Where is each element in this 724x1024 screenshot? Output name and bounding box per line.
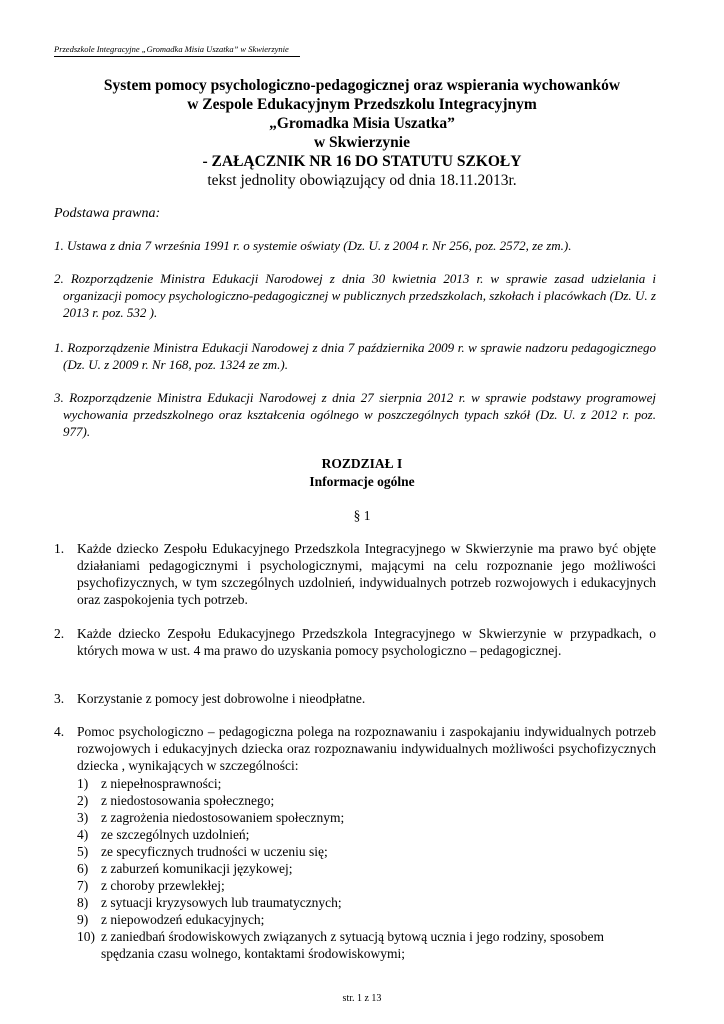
list-item-number: 9): [77, 912, 89, 927]
legal-item: 1. Ustawa z dnia 7 września 1991 r. o systemie oświaty (Dz. U. z 2004 r. Nr 256, poz. 2572, ze zm.).: [54, 238, 572, 253]
list-item-text: z niepełnosprawności;: [101, 776, 222, 791]
chapter-title: Informacje ogólne: [309, 474, 415, 489]
title-line-1: System pomocy psychologiczno-pedagogicznej oraz wspierania wychowanków: [103, 77, 621, 94]
legal-item: 2. Rozporządzenie Ministra Edukacji Narodowej z dnia 30 kwietnia 2013 r. w sprawie zasad udzielania i organizacji pomocy psychologiczno-pedagogicznej w publicznych przedszkolach, szkołach i placówkach (Dz. U. z 2013 r. poz. 532 ).: [54, 271, 656, 320]
list-item-text: z zagrożenia niedostosowaniem społecznym;: [101, 810, 345, 825]
list-item: [77, 894, 657, 911]
title-line-5: - ZAŁĄCZNIK NR 16 DO STATUTU SZKOŁY: [202, 153, 522, 170]
point-text: Pomoc psychologiczno – pedagogiczna polega na rozpoznawaniu i zaspokajaniu indywidualnych potrzeb rozwojowych i edukacyjnych dziecka oraz rozpoznawaniu indywidualnych możliwości psychofizycznych dziecka , wynikających w szczególności:: [77, 724, 656, 773]
list-item-text: z choroby przewlekłej;: [101, 878, 225, 893]
title-line-2: w Zespole Edukacyjnym Przedszkolu Integracyjnym: [187, 96, 537, 113]
reasons-list: [77, 775, 657, 962]
list-item-number: 2): [77, 793, 89, 808]
list-item-number: 6): [77, 861, 89, 876]
point-text: Każde dziecko Zespołu Edukacyjnego Przedszkola Integracyjnego w Skwierzynie ma prawo być objęte działaniami pedagogicznymi i psychologicznymi, mającymi na celu rozpoznanie jego możliwości psychofizycznych, w tym szczególnych uzdolnień, indywidualnych potrzeb rozwojowych i edukacyjnych oraz zaspokojenia tych potrzeb.: [77, 541, 656, 607]
paragraph-mark: § 1: [353, 508, 371, 523]
point-text: Każde dziecko Zespołu Edukacyjnego Przedszkola Integracyjnego w Skwierzynie w przypadkach, o których mowa w ust. 4 ma prawo do uzyskania pomocy psychologiczno – pedagogicznej.: [77, 626, 656, 658]
list-item-number: 4): [77, 827, 89, 842]
numbered-point: [54, 723, 656, 774]
chapter-number: ROZDZIAŁ I: [321, 456, 403, 471]
running-header: Przedszkole Integracyjne „Gromadka Misia Uszatka” w Skwierzynie: [54, 44, 300, 57]
numbered-point: [54, 690, 656, 707]
point-number: 2.: [54, 626, 65, 641]
list-item: [77, 826, 657, 843]
list-item: [77, 928, 657, 962]
list-item-text: z niepowodzeń edukacyjnych;: [101, 912, 265, 927]
legal-basis-label: Podstawa prawna:: [54, 206, 161, 221]
numbered-point: [54, 625, 656, 659]
list-item: [77, 843, 657, 860]
list-item-text: ze specyficznych trudności w uczeniu się;: [101, 844, 328, 859]
legal-item: 1. Rozporządzenie Ministra Edukacji Narodowej z dnia 7 października 2009 r. w sprawie nadzoru pedagogicznego (Dz. U. z 2009 r. Nr 168, poz. 1324 ze zm.).: [54, 340, 656, 372]
list-item: [77, 877, 657, 894]
list-item: [77, 911, 657, 928]
point-number: 4.: [54, 724, 65, 739]
list-item-text: ze szczególnych uzdolnień;: [101, 827, 250, 842]
point-text: Korzystanie z pomocy jest dobrowolne i nieodpłatne.: [77, 691, 366, 706]
title-subtitle: tekst jednolity obowiązujący od dnia 18.11.2013r.: [207, 172, 517, 189]
list-item-text: z sytuacji kryzysowych lub traumatycznych;: [101, 895, 342, 910]
list-item-text: z zaniedbań środowiskowych związanych z sytuacją bytową ucznia i jego rodziny, sposobem spędzania czasu wolnego, kontaktami środowiskowymi;: [101, 929, 604, 961]
legal-item: 3. Rozporządzenie Ministra Edukacji Narodowej z dnia 27 sierpnia 2012 r. w sprawie podstawy programowej wychowania przedszkolnego oraz kształcenia ogólnego w poszczególnych typach szkół (Dz. U. z 2012 r. poz. 977).: [54, 390, 656, 439]
point-number: 1.: [54, 541, 65, 556]
list-item: [77, 860, 657, 877]
list-item: [77, 809, 657, 826]
point-number: 3.: [54, 691, 65, 706]
numbered-point: [54, 540, 656, 608]
list-item: [77, 775, 657, 792]
list-item-number: 8): [77, 895, 89, 910]
title-line-4: w Skwierzynie: [313, 134, 410, 151]
page-number: str. 1 z 13: [342, 993, 382, 1004]
list-item-number: 7): [77, 878, 89, 893]
list-item: [77, 792, 657, 809]
list-item-number: 3): [77, 810, 89, 825]
document-title: [0, 76, 724, 190]
list-item-text: z zaburzeń komunikacji językowej;: [101, 861, 293, 876]
list-item-number: 5): [77, 844, 89, 859]
list-item-number: 1): [77, 776, 89, 791]
title-line-3: „Gromadka Misia Uszatka”: [269, 115, 455, 132]
list-item-text: z niedostosowania społecznego;: [101, 793, 275, 808]
list-item-number: 10): [77, 929, 95, 944]
